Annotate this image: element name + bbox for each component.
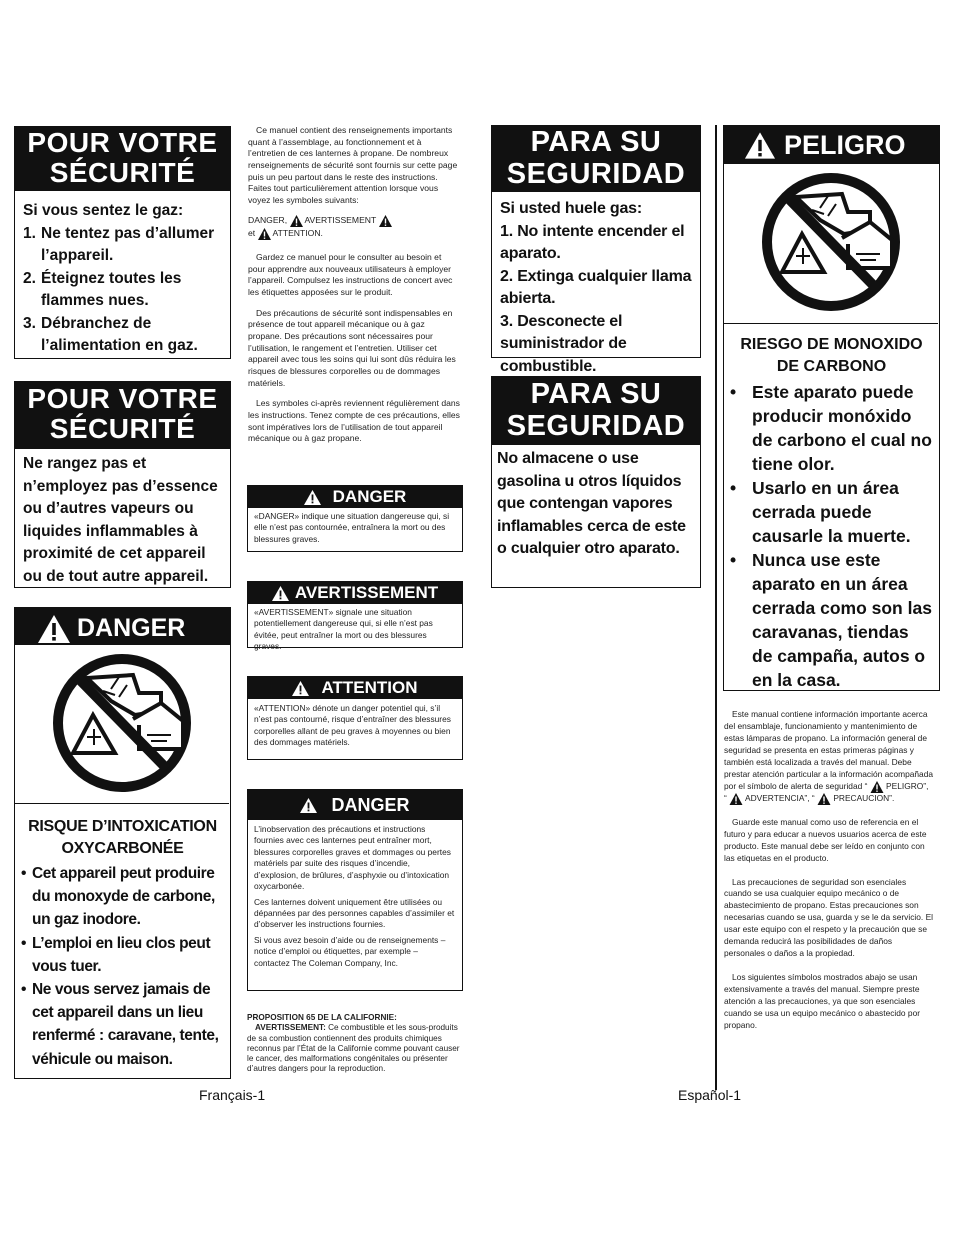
es-risk-subtitle: DE CARBONO <box>776 358 887 375</box>
warning-triangle-icon <box>870 781 884 793</box>
warning-triangle-icon <box>304 490 321 505</box>
fr-safety-intro: Si vous sentez le gaz: <box>23 202 184 219</box>
warning-triangle-icon <box>272 586 289 601</box>
warning-triangle-icon <box>729 793 743 805</box>
fr-danger-box-2: DANGER L’inobservation des précautions et instructions fournies avec ces lanternes peut entraîner mort, blessures corporelles graves et dommages ou pertes matériels par suite des risques d’incendie, d’explosion, de brûlures, d’asphyxie ou d’intoxication oxycarbonée. Ces lanternes doivent uniquement être utilisées ou dépannées par des personnes capables d’assimiler et d’observer les instructions fournies. Si vous avez besoin d’aide ou de renseignements – notice d’emploi ou étiquettes, par exemple – contactez The Coleman Company, Inc. <box>247 789 463 991</box>
no-indoor-use-pictogram <box>15 645 229 804</box>
warning-triangle-icon <box>292 681 309 696</box>
list-item: 3. Desconecte el suministrador de combustible. <box>500 312 627 375</box>
warning-triangle-icon <box>817 793 831 805</box>
es-peligro-box <box>723 125 940 691</box>
fr-prop65: PROPOSITION 65 DE LA CALIFORNIE: AVERTISSEMENT: Ce combustible et les sous-produits de sa combustion contiennent des produits chimiques reconnus par l’État de la Californie comme pouvant causer le cancer, des malformations congénitales ou présenter d’autres dangers pour la reproduction. <box>247 1013 460 1074</box>
column-divider <box>715 125 717 1090</box>
list-item: • Cet appareil peut produire du monoxyde de carbone, un gaz inodore. <box>21 865 215 929</box>
warning-triangle-icon <box>379 215 392 227</box>
list-item: 1. No intente encender el aparato. <box>500 222 685 262</box>
list-item: • Este aparato puede producir monóxido de carbono el cual no tiene olor. <box>730 382 932 474</box>
fr-safety-title-2: POUR VOTRE SÉCURITÉ <box>15 382 230 449</box>
fr-safety-box-2 <box>14 381 231 588</box>
fr-danger-header: DANGER <box>15 608 230 645</box>
fr-def-warning: AVERTISSEMENT «AVERTISSEMENT» signale une situation potentiellement dangereuse qui, si elle n’est pas évitée, peut entraîner la mort ou des blessures graves. <box>247 581 463 648</box>
fr-def-caution: ATTENTION «ATTENTION» dénote un danger potentiel qui, s’il n’est pas contourné, risque d’entraîner des blessures corporelles allant de peu graves à moyennes ou bien des dommages matériels. <box>247 676 463 760</box>
no-indoor-use-pictogram <box>724 164 938 324</box>
fr-safety-title-1: POUR VOTRE SÉCURITÉ <box>15 127 230 191</box>
fr-page-footer: Français-1 <box>199 1087 266 1103</box>
list-item: 2. Extinga cualquier llama abierta. <box>500 267 692 307</box>
fr-symbols-line: DANGER, AVERTISSEMENT et ATTENTION. <box>248 214 460 240</box>
warning-triangle-icon <box>300 798 317 813</box>
list-item: • Nunca use este aparato en un área cerrada como son las caravanas, tiendas de campaña, autos o en la casa. <box>730 550 932 690</box>
fr-safety-box-1 <box>14 126 231 359</box>
fr-safety-body: Ne rangez pas et n’employez pas d’essence ou d’autres vapeurs ou liquides inflammables à proximité de cet appareil ou de tout autre appareil. <box>23 455 218 585</box>
es-safety-title-1: PARA SU SEGURIDAD <box>492 126 700 192</box>
es-intro-text: Este manual contiene información importante acerca del ensamblaje, funcionamiento y mantenimiento de estas lámparas de propano. La información general de seguridad se presenta en estas primeras páginas y también está localizada a través del manual. Debe prestar atención particular a la información acompañada por el símbolo de alerta de seguridad “ PELIGRO”, “ ADVERTENCIA”, “ PRECAUCION”. Guarde este manual como uso de referencia en el futuro y para educar a nuevos usuarios acerca de este producto. Este manual debe ser leído en conjunto con las etiquetas en el producto. Las precauciones de seguridad son esenciales cuando se usa cualquier equipo mecánico o de abastecimiento de propano. Estas precauciones son necesarias cuando se usa, guarda y se le da servicio. El usar este equipo con el respeto y la precaución que se demanda reducirá las posibilidades de daños personales o daños a la propiedad. Los siguientes símbolos mostrados abajo se usan extensivamente a través del manual. Siempre preste atención a las precauciones, ya que son esenciales cuando se usa un equipo mecánico o abastecido por propano. <box>724 709 934 1030</box>
es-safety-title-2: PARA SU SEGURIDAD <box>492 377 700 445</box>
es-safety-box-2 <box>491 376 701 588</box>
es-safety-box-1 <box>491 125 701 375</box>
es-peligro-header: PELIGRO <box>724 126 939 164</box>
es-safety-body: No almacene o use gasolina u otros líquidos que contengan vapores inflamables cerca de este o cualquier otro aparato. <box>497 450 686 557</box>
fr-risk-title: RISQUE D’INTOXICATION <box>28 818 217 835</box>
warning-triangle-icon <box>37 614 71 644</box>
list-item: 2. Éteignez toutes les flammes nues. <box>23 269 182 309</box>
es-risk-title: RIESGO DE MONOXIDO <box>740 336 923 353</box>
fr-risk-subtitle: OXYCARBONÉE <box>61 840 184 857</box>
list-item: • Usarlo en un área cerrada puede causarle la muerte. <box>730 478 911 546</box>
es-safety-intro: Si usted huele gas: <box>500 200 643 217</box>
fr-danger-box <box>14 607 231 1079</box>
fr-intro-text: Ce manuel contient des renseignements importants quant à l’assemblage, au fonctionnement et à l’entretien de ces lanternes à propane. De nombreux renseignements de sécurité sont fournis sur cette page puis un peu partout dans le reste des instructions. Faites tout particulièrement attention lorsque vous voyez les symboles suivants: DANGER, AVERTISSEMENT et ATTENTION. Gardez ce manuel pour le consulter au besoin et pour apprendre aux nouveaux utilisateurs à employer l’appareil. Compulsez les instructions de concert avec les étiquettes apposées sur le produit. Des précautions de sécurité sont indispensables en présence de tout appareil mécanique ou à gaz propane. Des précautions sont nécessaires pour l’utilisation, le rangement et l’entretien. Utiliser cet appareil avec tous les soins qui lui sont dûs réduira les risques de blessures corporelles ou de dommages matériels. Les symboles ci-après reviennent régulièrement dans les instructions. Tenez compte de ces précautions, elles sont impératives lors de l’utilisation de tout appareil mécanique ou à gaz propane. <box>248 125 460 444</box>
list-item: • Ne vous servez jamais de cet appareil dans un lieu renfermé : caravane, tente, véhicule ou maison. <box>21 981 219 1068</box>
warning-triangle-icon <box>258 228 271 240</box>
es-page-footer: Español-1 <box>678 1087 742 1103</box>
list-item: • L’emploi en lieu clos peut vous tuer. <box>21 934 211 975</box>
warning-triangle-icon <box>290 215 303 227</box>
list-item: 1. Ne tentez pas d’allumer l’appareil. <box>23 224 215 264</box>
warning-triangle-icon <box>744 131 776 160</box>
list-item: 3. Débranchez de l’alimentation en gaz. <box>23 314 198 354</box>
fr-def-danger: DANGER «DANGER» indique une situation dangereuse qui, si elle n’est pas contournée, entraînera la mort ou des blessures graves. <box>247 485 463 552</box>
